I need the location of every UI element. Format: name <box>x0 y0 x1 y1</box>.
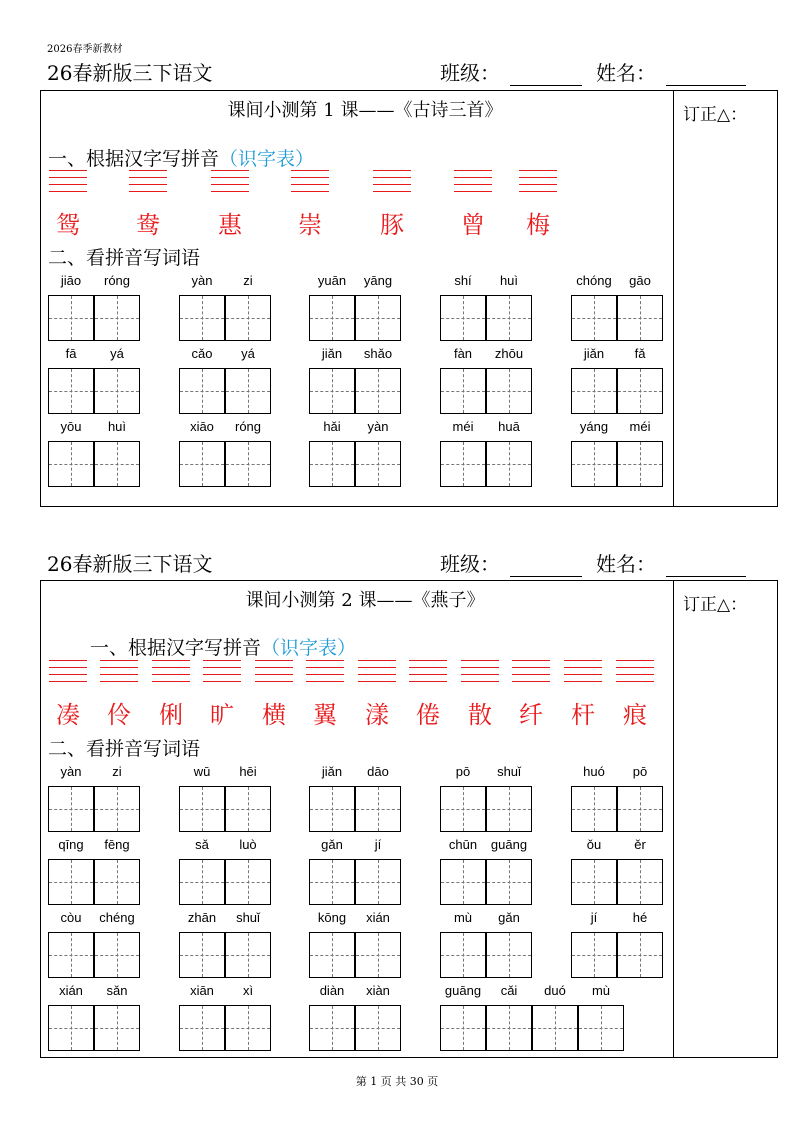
pinyin-label: yá <box>110 346 124 361</box>
character: 伶 <box>107 701 131 729</box>
pinyin-label: gāo <box>629 273 651 288</box>
pinyin-answer-lines[interactable] <box>152 660 190 688</box>
writing-grid-cell[interactable] <box>48 786 94 832</box>
character: 惠 <box>218 211 242 239</box>
pinyin-label: fǎ <box>634 346 646 361</box>
pinyin-label: yàn <box>60 764 82 779</box>
pinyin-label: còu <box>60 910 82 925</box>
character: 漾 <box>365 701 389 729</box>
writing-grid-cell[interactable] <box>617 859 663 905</box>
character: 凑 <box>56 701 80 729</box>
character: 俐 <box>159 701 183 729</box>
character: 横 <box>262 701 286 729</box>
pinyin-answer-lines[interactable] <box>129 170 167 198</box>
pinyin-label: jiǎn <box>583 346 605 361</box>
pinyin-label: hēi <box>239 764 257 779</box>
pinyin-label: hé <box>632 910 648 925</box>
writing-grid-cell[interactable] <box>532 1005 578 1051</box>
quiz-2-correction-label: 订正△： <box>683 595 748 615</box>
pinyin-label: sǎn <box>106 983 128 998</box>
writing-grid-cell[interactable] <box>571 441 617 487</box>
pinyin-label: zhān <box>187 910 217 925</box>
writing-grid-cell[interactable] <box>48 368 94 414</box>
pinyin-label: fā <box>65 346 77 361</box>
character: 痕 <box>623 701 647 729</box>
pinyin-answer-lines[interactable] <box>203 660 241 688</box>
writing-grid-cell[interactable] <box>48 295 94 341</box>
section-1-hint: （识字表） <box>219 148 315 170</box>
writing-grid-cell[interactable] <box>571 932 617 978</box>
writing-grid-cell[interactable] <box>179 1005 225 1051</box>
section-1-label: 一、根据汉字写拼音 <box>90 637 262 659</box>
pinyin-label: guāng <box>444 983 482 998</box>
writing-grid-cell[interactable] <box>48 441 94 487</box>
pinyin-label: méi <box>452 419 474 434</box>
pinyin-label: huì <box>499 273 519 288</box>
pinyin-label: huā <box>498 419 520 434</box>
writing-grid-cell[interactable] <box>94 786 140 832</box>
pinyin-label: shí <box>454 273 472 288</box>
writing-grid-cell[interactable] <box>309 295 355 341</box>
writing-grid-cell[interactable] <box>94 932 140 978</box>
pinyin-label: sǎ <box>195 837 209 852</box>
worksheet-title: 26春新版三下语文 <box>47 61 213 85</box>
quiz-2-divider <box>673 580 674 1058</box>
character: 纤 <box>519 701 543 729</box>
pinyin-label: zi <box>112 764 122 779</box>
pinyin-label: xiàn <box>366 983 390 998</box>
pinyin-label: róng <box>234 419 262 434</box>
writing-grid-cell[interactable] <box>355 295 401 341</box>
pinyin-answer-lines[interactable] <box>255 660 293 688</box>
writing-grid-cell[interactable] <box>48 1005 94 1051</box>
pinyin-label: jiǎn <box>321 346 343 361</box>
quiz-1-correction-label: 订正△： <box>683 105 748 125</box>
pinyin-label: xiān <box>190 983 214 998</box>
writing-grid-cell[interactable] <box>225 932 271 978</box>
pinyin-answer-lines[interactable] <box>306 660 344 688</box>
writing-grid-cell[interactable] <box>440 786 486 832</box>
pinyin-label: cǎi <box>500 983 518 998</box>
pinyin-label: shǎo <box>363 346 393 361</box>
writing-grid-cell[interactable] <box>179 932 225 978</box>
name-blank[interactable] <box>666 576 746 577</box>
quiz-1-section-2-heading: 二、看拼音写词语 <box>48 247 201 269</box>
writing-grid-cell[interactable] <box>440 368 486 414</box>
pinyin-label: chéng <box>99 910 135 925</box>
writing-grid-cell[interactable] <box>355 368 401 414</box>
pinyin-label: zhōu <box>494 346 524 361</box>
pinyin-answer-lines[interactable] <box>461 660 499 688</box>
writing-grid-cell[interactable] <box>225 441 271 487</box>
pinyin-label: xián <box>59 983 83 998</box>
writing-grid-cell[interactable] <box>486 295 532 341</box>
writing-grid-cell[interactable] <box>355 859 401 905</box>
quiz-1-divider <box>673 90 674 507</box>
pinyin-label: fàn <box>453 346 473 361</box>
pinyin-label: yá <box>241 346 255 361</box>
writing-grid-cell[interactable] <box>578 1005 624 1051</box>
quiz-2-section-1-heading <box>90 633 356 660</box>
writing-grid-cell[interactable] <box>486 368 532 414</box>
page-footer: 第 1 页 共 30 页 <box>355 1075 439 1088</box>
writing-grid-cell[interactable] <box>571 295 617 341</box>
writing-grid-cell[interactable] <box>355 441 401 487</box>
writing-grid-cell[interactable] <box>486 859 532 905</box>
writing-grid-cell[interactable] <box>94 859 140 905</box>
pinyin-label: yuān <box>317 273 347 288</box>
pinyin-label: mù <box>591 983 611 998</box>
pinyin-answer-lines[interactable] <box>454 170 492 198</box>
pinyin-label: yàn <box>191 273 213 288</box>
quiz-1-title: 课间小测第 1 课——《古诗三首》 <box>227 100 503 121</box>
character: 散 <box>468 701 492 729</box>
pinyin-label: xì <box>242 983 254 998</box>
writing-grid-cell[interactable] <box>179 786 225 832</box>
writing-grid-cell[interactable] <box>355 786 401 832</box>
pinyin-label: zi <box>243 273 253 288</box>
writing-grid-cell[interactable] <box>571 859 617 905</box>
character: 杆 <box>571 701 595 729</box>
writing-grid-cell[interactable] <box>440 1005 486 1051</box>
character: 翼 <box>313 701 337 729</box>
pinyin-label: huì <box>107 419 127 434</box>
writing-grid-cell[interactable] <box>617 786 663 832</box>
class-blank[interactable] <box>510 576 582 577</box>
pinyin-label: méi <box>629 419 651 434</box>
pinyin-label: duó <box>544 983 566 998</box>
pinyin-label: jiāo <box>60 273 82 288</box>
pinyin-label: diàn <box>319 983 345 998</box>
pinyin-label: wū <box>193 764 211 779</box>
writing-grid-cell[interactable] <box>309 368 355 414</box>
writing-grid-cell[interactable] <box>309 786 355 832</box>
pinyin-answer-lines[interactable] <box>373 170 411 198</box>
class-label: 班级： <box>440 61 500 85</box>
writing-grid-cell[interactable] <box>179 368 225 414</box>
writing-grid-cell[interactable] <box>309 859 355 905</box>
quiz-1-section-1-heading <box>48 144 314 171</box>
quiz-2-section-2-heading: 二、看拼音写词语 <box>48 738 201 760</box>
writing-grid-cell[interactable] <box>355 1005 401 1051</box>
pinyin-answer-lines[interactable] <box>616 660 654 688</box>
pinyin-label: xián <box>366 910 390 925</box>
writing-grid-cell[interactable] <box>48 932 94 978</box>
pinyin-label: shuǐ <box>236 910 260 925</box>
writing-grid-cell[interactable] <box>94 295 140 341</box>
pinyin-label: huó <box>583 764 605 779</box>
pinyin-label: hǎi <box>323 419 341 434</box>
pinyin-answer-lines[interactable] <box>519 170 557 198</box>
pinyin-label: pō <box>455 764 471 779</box>
pinyin-label: chūn <box>448 837 478 852</box>
writing-grid-cell[interactable] <box>309 441 355 487</box>
writing-grid-cell[interactable] <box>486 932 532 978</box>
class-label: 班级： <box>440 552 500 576</box>
writing-grid-cell[interactable] <box>440 295 486 341</box>
writing-grid-cell[interactable] <box>617 295 663 341</box>
pinyin-answer-lines[interactable] <box>211 170 249 198</box>
character: 鸳 <box>56 211 80 239</box>
class-blank[interactable] <box>510 85 582 86</box>
worksheet-title: 26春新版三下语文 <box>47 552 213 576</box>
writing-grid-cell[interactable] <box>486 786 532 832</box>
pinyin-label: ǒu <box>586 837 602 852</box>
pinyin-answer-lines[interactable] <box>409 660 447 688</box>
pinyin-label: fēng <box>104 837 130 852</box>
writing-grid-cell[interactable] <box>440 932 486 978</box>
writing-grid-cell[interactable] <box>94 368 140 414</box>
writing-grid-cell[interactable] <box>48 859 94 905</box>
character: 曾 <box>461 211 485 239</box>
pinyin-label: kōng <box>317 910 347 925</box>
pinyin-answer-lines[interactable] <box>49 660 87 688</box>
writing-grid-cell[interactable] <box>225 859 271 905</box>
character: 豚 <box>380 211 404 239</box>
writing-grid-cell[interactable] <box>179 859 225 905</box>
writing-grid-cell[interactable] <box>571 786 617 832</box>
name-label: 姓名： <box>596 552 656 576</box>
writing-grid-cell[interactable] <box>225 295 271 341</box>
character: 倦 <box>416 701 440 729</box>
pinyin-label: róng <box>103 273 131 288</box>
writing-grid-cell[interactable] <box>179 441 225 487</box>
quiz-2-title: 课间小测第 2 课——《燕子》 <box>245 590 485 611</box>
pinyin-label: xiāo <box>190 419 214 434</box>
pinyin-label: cǎo <box>191 346 213 361</box>
pinyin-label: jí <box>590 910 598 925</box>
writing-grid-cell[interactable] <box>617 368 663 414</box>
writing-grid-cell[interactable] <box>486 441 532 487</box>
character: 崇 <box>298 211 322 239</box>
writing-grid-cell[interactable] <box>225 368 271 414</box>
writing-grid-cell[interactable] <box>440 859 486 905</box>
character: 鸯 <box>136 211 160 239</box>
name-label: 姓名： <box>596 61 656 85</box>
pinyin-label: pō <box>632 764 648 779</box>
pinyin-label: jí <box>374 837 382 852</box>
section-1-hint: （识字表） <box>261 637 357 659</box>
pinyin-label: qīng <box>58 837 84 852</box>
pinyin-answer-lines[interactable] <box>358 660 396 688</box>
pinyin-label: gǎn <box>321 837 343 852</box>
pinyin-label: dāo <box>367 764 389 779</box>
pinyin-label: chóng <box>576 273 612 288</box>
pinyin-answer-lines[interactable] <box>49 170 87 198</box>
writing-grid-cell[interactable] <box>225 1005 271 1051</box>
writing-grid-cell[interactable] <box>309 1005 355 1051</box>
pinyin-label: ěr <box>634 837 646 852</box>
pinyin-label: shuǐ <box>497 764 521 779</box>
pinyin-label: luò <box>239 837 257 852</box>
writing-grid-cell[interactable] <box>617 932 663 978</box>
pinyin-label: yōu <box>60 419 82 434</box>
pinyin-label: jiǎn <box>321 764 343 779</box>
writing-grid-cell[interactable] <box>355 932 401 978</box>
pinyin-label: guāng <box>490 837 528 852</box>
top-note: 2026春季新教材 <box>47 44 123 55</box>
writing-grid-cell[interactable] <box>94 441 140 487</box>
writing-grid-cell[interactable] <box>571 368 617 414</box>
pinyin-answer-lines[interactable] <box>100 660 138 688</box>
writing-grid-cell[interactable] <box>225 786 271 832</box>
pinyin-label: yāng <box>363 273 393 288</box>
name-blank[interactable] <box>666 85 746 86</box>
pinyin-answer-lines[interactable] <box>512 660 550 688</box>
writing-grid-cell[interactable] <box>179 295 225 341</box>
writing-grid-cell[interactable] <box>617 441 663 487</box>
writing-grid-cell[interactable] <box>94 1005 140 1051</box>
pinyin-label: yáng <box>579 419 609 434</box>
pinyin-label: gǎn <box>498 910 520 925</box>
writing-grid-cell[interactable] <box>486 1005 532 1051</box>
section-1-label: 一、根据汉字写拼音 <box>48 148 220 170</box>
pinyin-answer-lines[interactable] <box>564 660 602 688</box>
writing-grid-cell[interactable] <box>309 932 355 978</box>
writing-grid-cell[interactable] <box>440 441 486 487</box>
character: 梅 <box>526 211 550 239</box>
character: 旷 <box>210 701 234 729</box>
pinyin-label: yàn <box>367 419 389 434</box>
pinyin-label: mù <box>453 910 473 925</box>
pinyin-answer-lines[interactable] <box>291 170 329 198</box>
